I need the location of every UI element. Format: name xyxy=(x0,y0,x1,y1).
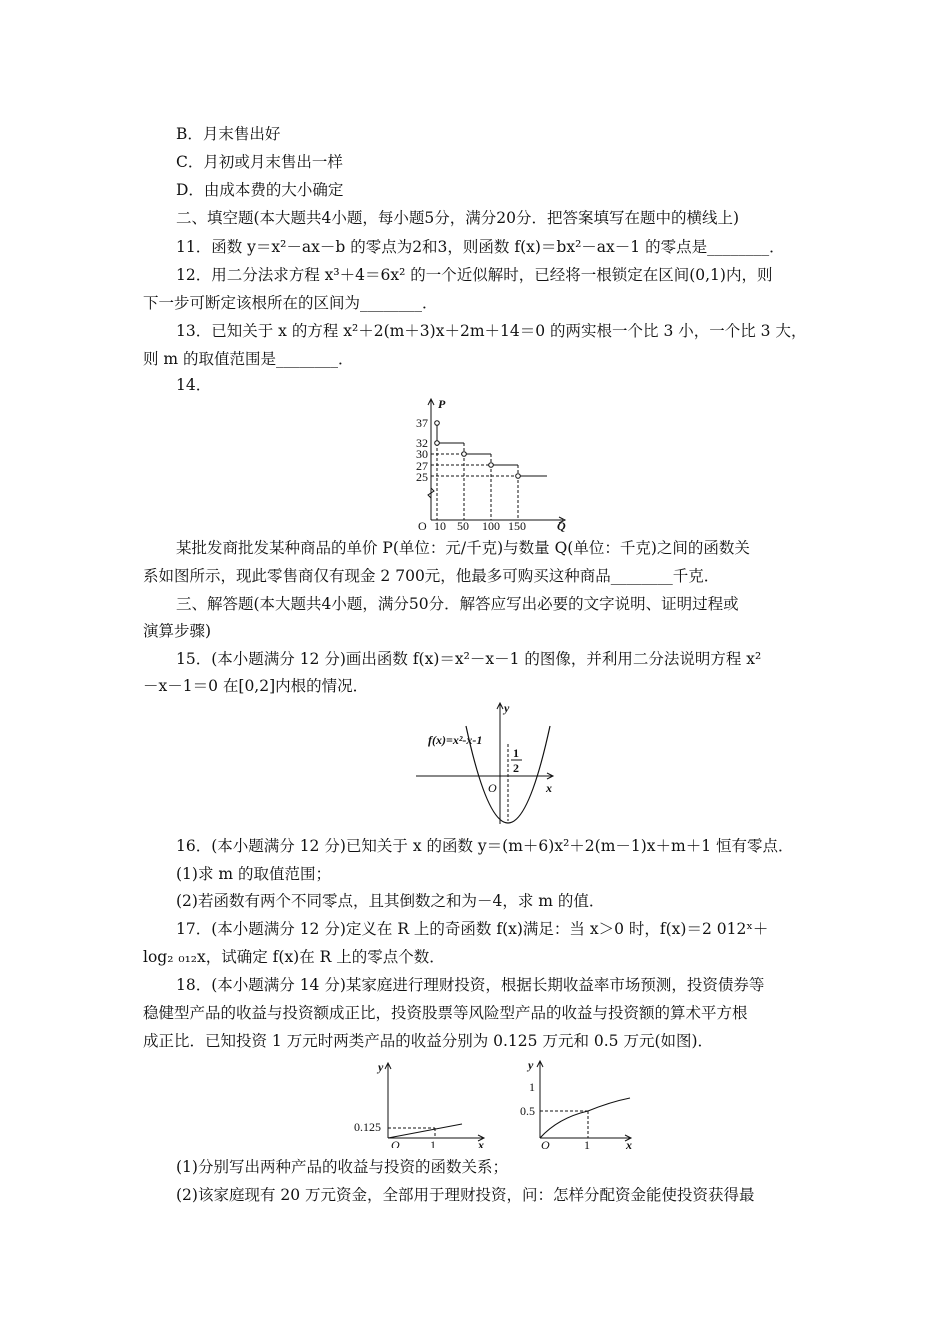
option-b: B．月末售出好 xyxy=(176,125,281,143)
question-15-line1: 15．(本小题满分 12 分)画出函数 f(x)＝x²－x－1 的图像，并利用二分法说明方程 x² xyxy=(176,650,762,668)
fig14-open-point xyxy=(462,452,467,457)
fig18a-x-axis-label: x xyxy=(478,1138,484,1148)
fig14-open-point xyxy=(435,441,440,446)
question-18-part1: (1)分别写出两种产品的收益与投资的函数关系； xyxy=(176,1158,508,1176)
figure-15-parabola xyxy=(410,700,570,828)
fig14-xtick-150: 150 xyxy=(508,519,526,532)
fig18a-xtick: 1 xyxy=(430,1138,436,1148)
fig18b-xtick: 1 xyxy=(584,1138,590,1150)
question-18-line2: 稳健型产品的收益与投资额成正比，投资股票等风险型产品的收益与投资额的算术平方根 xyxy=(143,1004,748,1022)
section-2-heading: 二、填空题(本大题共4小题，每小题5分，满分20分．把答案填写在题中的横线上) xyxy=(176,209,740,227)
question-14-line2: 系如图所示，现此零售商仅有现金 2 700元，他最多可购买这种商品________千克． xyxy=(143,567,720,585)
fig18b-ytick-1: 1 xyxy=(529,1080,535,1094)
question-12-line1: 12．用二分法求方程 x³＋4＝6x² 的一个近似解时，已经将一根锁定在区间(0,1)内，则 xyxy=(176,266,773,284)
question-11: 11．函数 y＝x²－ax－b 的零点为2和3，则函数 f(x)＝bx²－ax－1 的零点是________． xyxy=(176,238,785,256)
fig14-ytick-32: 32 xyxy=(416,436,428,450)
question-17-line1: 17．(本小题满分 12 分)定义在 R 上的奇函数 f(x)满足：当 x＞0 时，f(x)＝2 012ˣ＋ xyxy=(176,920,769,938)
fig18b-ytick-0-5: 0.5 xyxy=(520,1104,535,1118)
question-16-part2: (2)若函数有两个不同零点，且其倒数之和为－4，求 m 的值． xyxy=(176,892,605,910)
fig14-origin: O xyxy=(418,519,427,532)
fig15-half-denominator: 2 xyxy=(513,761,519,775)
fig15-origin: O xyxy=(488,781,497,795)
fig18a-ytick: 0.125 xyxy=(354,1120,381,1134)
fig18b-y-axis-label: y xyxy=(528,1058,534,1072)
fig15-function-label: f(x)=x²-x-1 xyxy=(428,733,483,747)
question-16: 16．(本小题满分 12 分)已知关于 x 的函数 y＝(m＋6)x²＋2(m－1)x＋m＋1 恒有零点． xyxy=(176,837,794,855)
question-18-part2: (2)该家庭现有 20 万元资金，全部用于理财投资，问：怎样分配资金能使投资获得最 xyxy=(176,1186,755,1204)
fig14-ytick-37: 37 xyxy=(416,416,428,430)
option-d: D．由成本费的大小确定 xyxy=(176,181,344,199)
section-3-heading-line1: 三、解答题(本大题共4小题，满分50分．解答应写出必要的文字说明、证明过程或 xyxy=(176,595,739,613)
fig14-xtick-100: 100 xyxy=(482,519,500,532)
fig18a-line xyxy=(388,1124,462,1138)
fig18a-y-axis-label: y xyxy=(378,1060,384,1074)
fig14-ytick-25: 25 xyxy=(416,470,428,484)
fig14-open-point xyxy=(435,421,440,426)
question-18-line3: 成正比．已知投资 1 万元时两类产品的收益分别为 0.125 万元和 0.5 万元(如图)． xyxy=(143,1032,714,1050)
figure-14-price-quantity xyxy=(415,396,575,532)
question-12-line2: 下一步可断定该根所在的区间为________． xyxy=(143,294,438,312)
figure-18-risk-product xyxy=(510,1058,640,1150)
question-16-part1: (1)求 m 的取值范围； xyxy=(176,865,332,883)
question-13-line1: 13．已知关于 x 的方程 x²＋2(m＋3)x＋2m＋14＝0 的两实根一个比 3 小，一个比 3 大， xyxy=(176,322,807,340)
fig18b-origin: O xyxy=(541,1138,550,1150)
fig14-x-axis-label: Q xyxy=(557,519,566,532)
fig14-xtick-10: 10 xyxy=(434,519,446,532)
fig14-xtick-50: 50 xyxy=(457,519,469,532)
fig18a-origin: O xyxy=(391,1138,400,1148)
section-3-heading-line2: 演算步骤) xyxy=(143,622,212,640)
question-13-line2: 则 m 的取值范围是________． xyxy=(143,350,354,368)
fig14-ytick-30: 30 xyxy=(416,447,428,461)
fig14-ytick-27: 27 xyxy=(416,459,428,473)
figure-18-stable-product xyxy=(350,1058,490,1148)
fig15-y-axis-label: y xyxy=(504,701,510,715)
fig14-open-point xyxy=(516,474,521,479)
fig18b-x-axis-label: x xyxy=(626,1138,632,1150)
fig14-y-axis-label: P xyxy=(438,397,446,411)
option-c: C．月初或月末售出一样 xyxy=(176,153,343,171)
question-14-line1: 某批发商批发某种商品的单价 P(单位：元/千克)与数量 Q(单位：千克)之间的函数关 xyxy=(176,539,750,557)
question-14-number: 14． xyxy=(176,376,212,394)
question-17-line2: log₂ ₀₁₂x，试确定 f(x)在 R 上的零点个数． xyxy=(143,948,445,966)
question-18-line1: 18．(本小题满分 14 分)某家庭进行理财投资，根据长期收益率市场预测，投资债券等 xyxy=(176,976,765,994)
question-15-line2: －x－1＝0 在[0,2]内根的情况． xyxy=(143,677,369,695)
fig14-open-point xyxy=(489,463,494,468)
fig15-half-numerator: 1 xyxy=(513,746,519,760)
fig18b-curve xyxy=(540,1098,630,1138)
fig15-x-axis-label: x xyxy=(546,781,552,795)
